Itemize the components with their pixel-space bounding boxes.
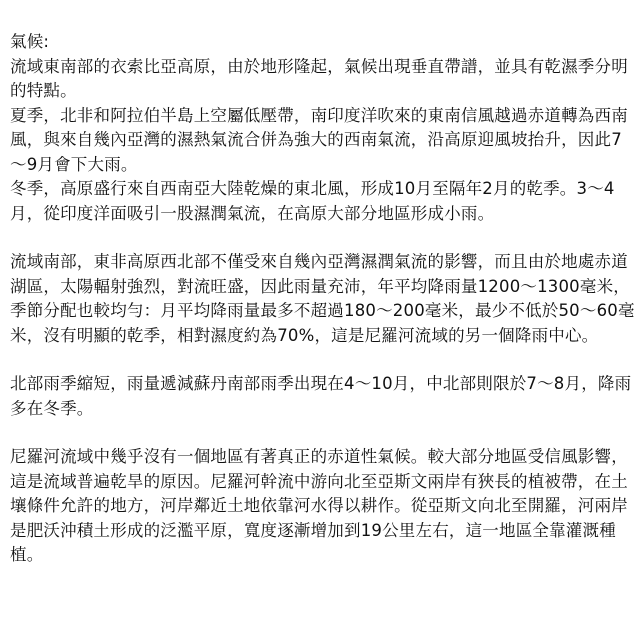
paragraph-spacer [10,421,636,445]
document-body [10,30,636,568]
paragraph-southern-basin: 流域南部，東非高原西北部不僅受來自幾內亞灣濕潤氣流的影響，而且由於地處赤道湖區，太陽輻射強烈，對流旺盛，因此雨量充沛，年平均降雨量1200～1300毫米，季節分配也較均勻：月平均降雨量最多不超過180～200毫米，最少不低於50～60毫米，沒有明顯的乾季，相對濕度約為70%，這是尼羅河流域的另一個降雨中心。 [10,252,635,345]
paragraph-winter: 冬季，高原盛行來自西南亞大陸乾燥的東北風，形成10月至隔年2月的乾季。3～4月，從印度洋面吸引一股濕潤氣流，在高原大部分地區形成小雨。 [10,179,615,223]
climate-heading: 氣候: [10,32,50,51]
paragraph-basin-overview: 尼羅河流域中幾乎沒有一個地區有著真正的赤道性氣候。較大部分地區受信風影響，這是流域普遍乾旱的原因。尼羅河幹流中游向北至亞斯文兩岸有狹長的植被帶，在土壤條件允許的地方，河岸鄰近土地依靠河水得以耕作。從亞斯文向北至開羅，河兩岸是肥沃沖積土形成的泛濫平原，寬度逐漸增加到19公里左右，這一地區全靠灌溉種植。 [10,447,628,564]
paragraph-southeast-highland: 流域東南部的衣索比亞高原，由於地形隆起，氣候出現垂直帶譜，並具有乾濕季分明的特點。 [10,56,628,100]
paragraph-spacer [10,226,636,250]
paragraph-spacer [10,348,636,372]
paragraph-northern-rainy-season: 北部雨季縮短，雨量遞減蘇丹南部雨季出現在4～10月，中北部則限於7～8月，降雨多在冬季。 [10,374,632,418]
paragraph-summer: 夏季，北非和阿拉伯半島上空屬低壓帶，南印度洋吹來的東南信風越過赤道轉為西南風，與來自幾內亞灣的濕熱氣流合併為強大的西南氣流，沿高原迎風坡抬升，因此7～9月會下大雨。 [10,105,628,174]
